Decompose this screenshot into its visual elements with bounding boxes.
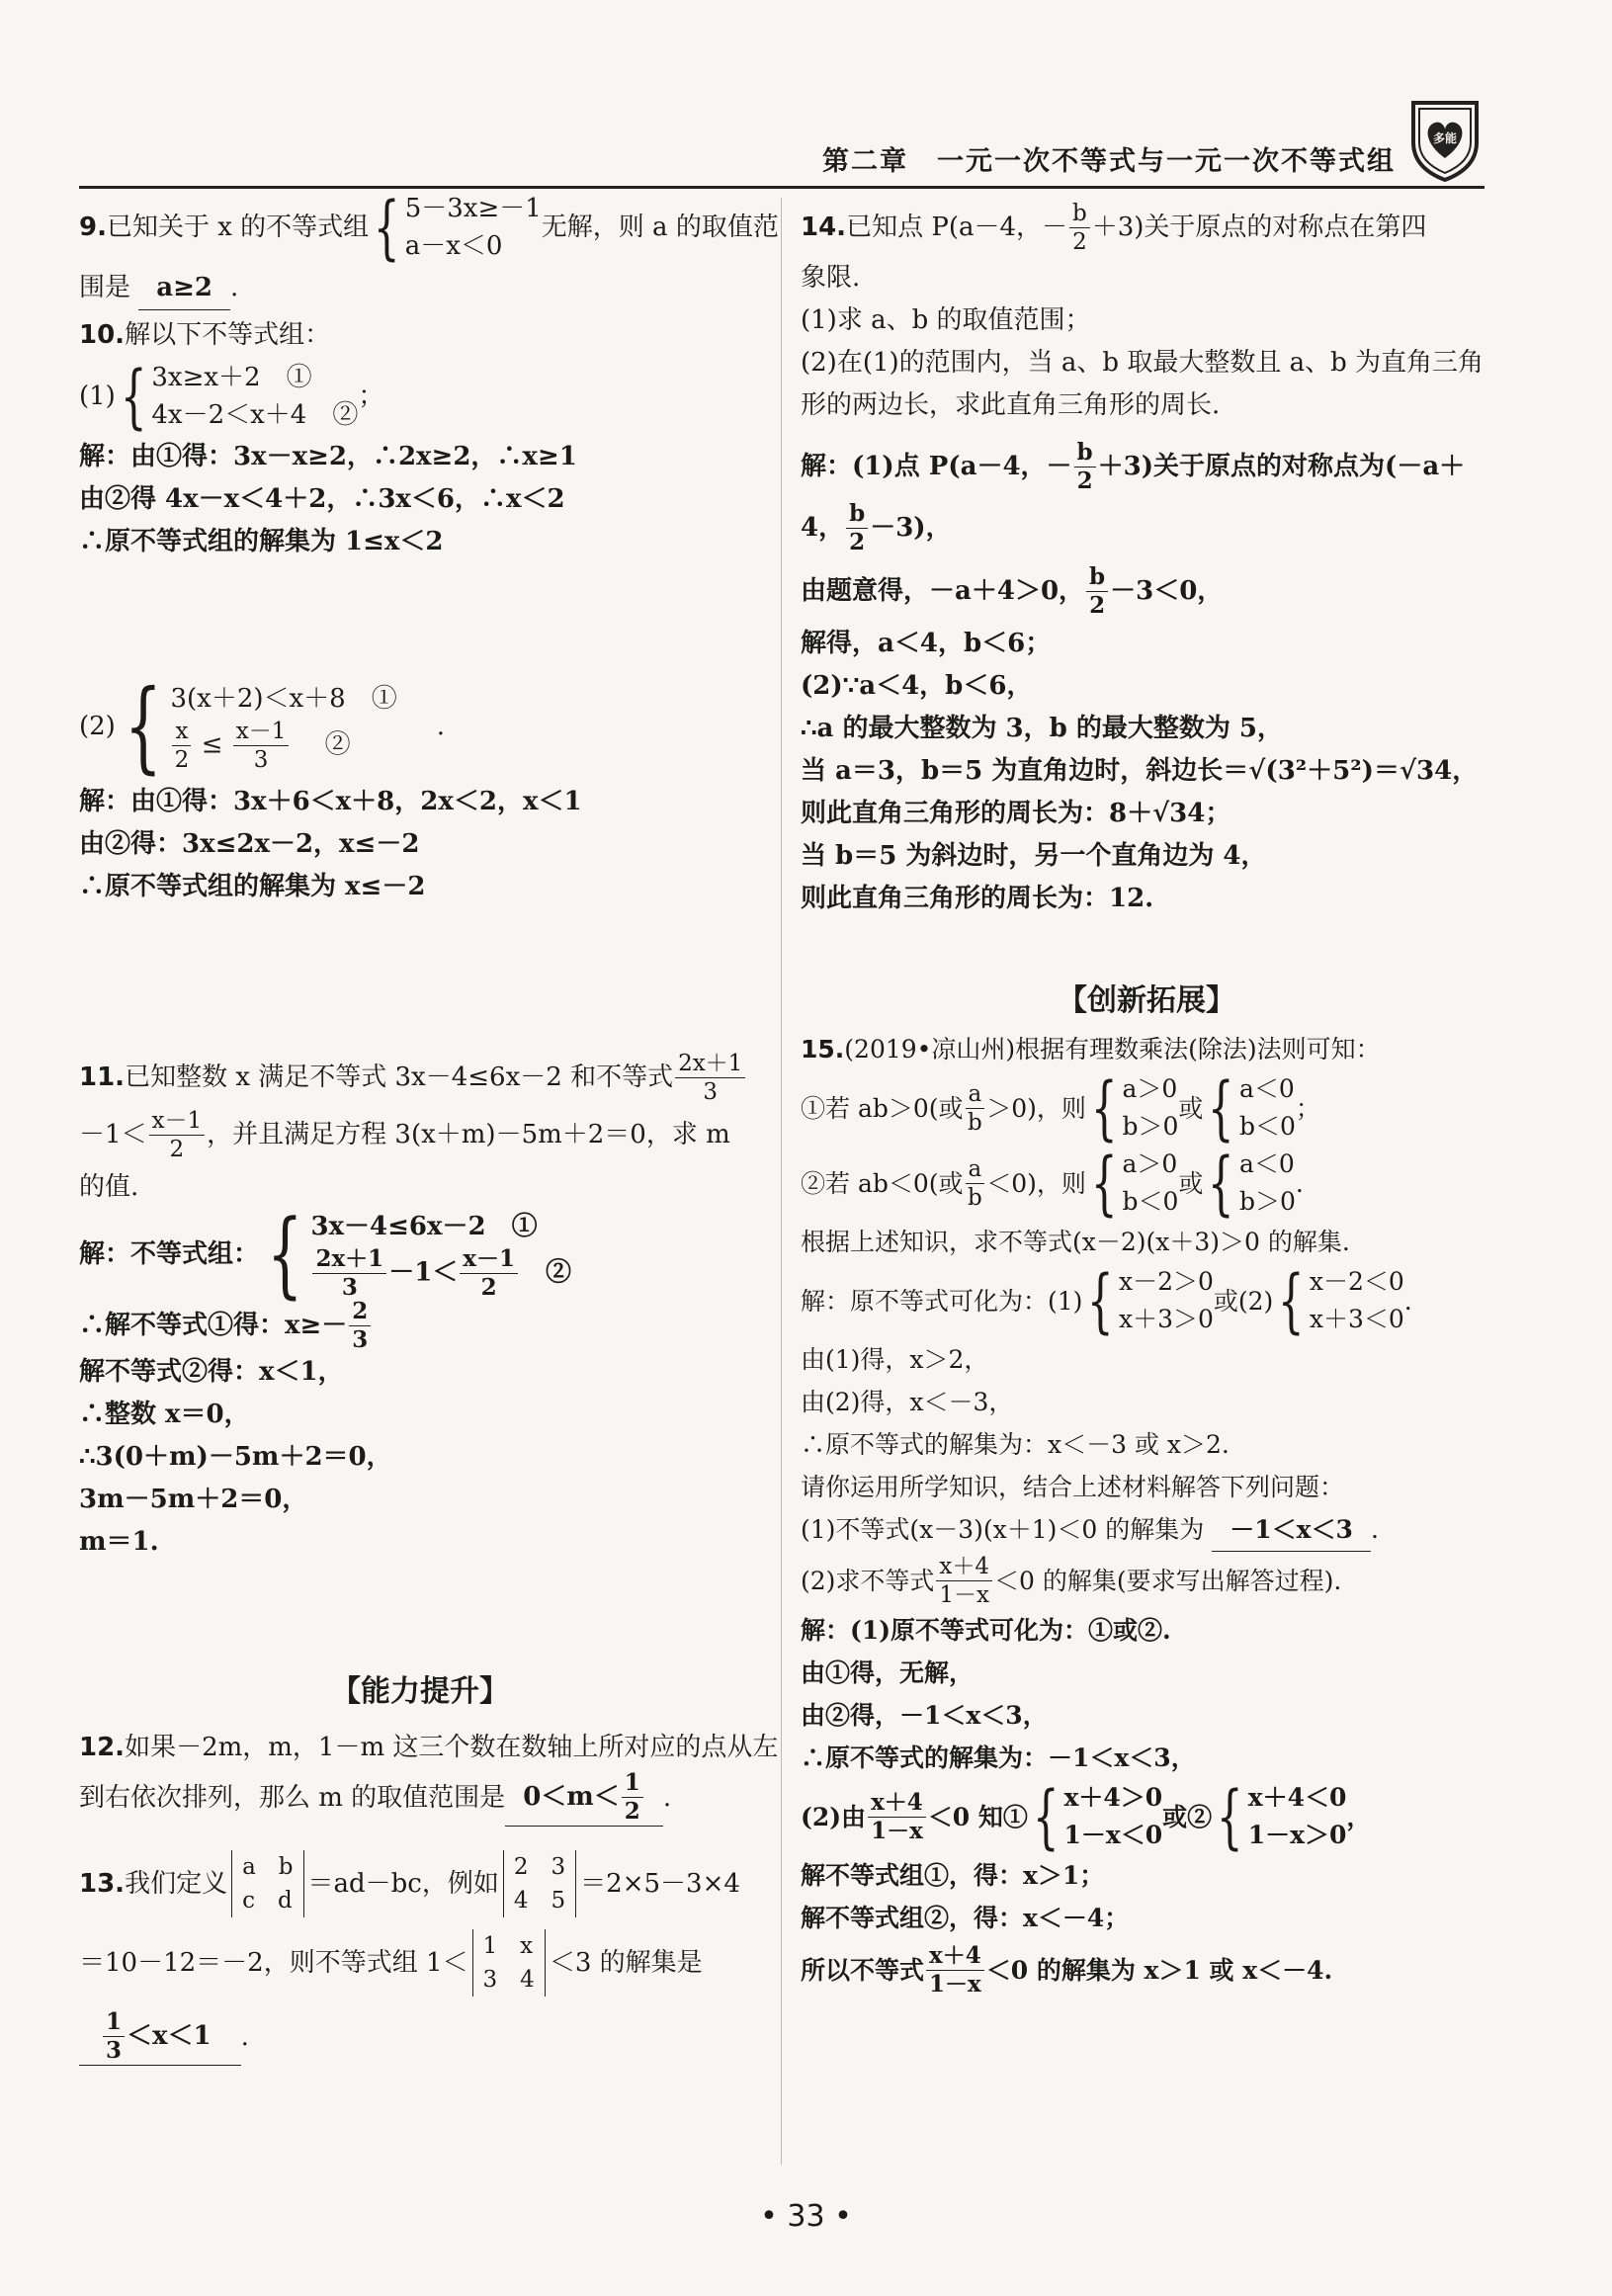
solution-line: 由(2)得，x＜－3，: [801, 1388, 1014, 1416]
fraction: [1074, 439, 1096, 495]
punctuation: ，: [1346, 1802, 1372, 1831]
answer-text: ＜x＜1: [127, 2021, 212, 2051]
solution-line: 由(1)得，x＞2，: [801, 1345, 989, 1374]
determinant: [231, 1850, 303, 1917]
inequality-system: [259, 1200, 572, 1309]
question-9: [79, 187, 779, 310]
system-row: [310, 1245, 571, 1302]
solution-line: 解：不等式组：: [79, 1238, 260, 1269]
system-row: 4x－2＜x＋4 ②: [151, 400, 359, 430]
answer-blank: a≥2: [138, 267, 230, 310]
denominator: 3: [352, 1325, 369, 1353]
solution-line: 解不等式②得：x＜1，: [79, 1357, 344, 1387]
numerator: x－1: [460, 1245, 518, 1274]
question-text: 象限.: [801, 263, 861, 293]
numerator: b: [1074, 439, 1096, 468]
numerator: x＋4: [936, 1553, 992, 1581]
system-row: [170, 718, 396, 774]
system-row: b＞0: [1238, 1187, 1296, 1216]
fraction: [926, 1942, 984, 1998]
numerator: x－1: [149, 1107, 206, 1136]
solution-line: (2)由: [801, 1802, 867, 1831]
inequality-system: [1212, 1776, 1347, 1857]
determinant-row: c d: [242, 1888, 293, 1913]
question-text: 形的两边长，求此直角三角形的周长.: [801, 390, 1221, 420]
section-title-innovation: 【创新拓展】: [1058, 983, 1235, 1018]
inequality-system: [1086, 1143, 1179, 1224]
circled-mark: ②: [546, 1257, 572, 1287]
question-number: 11.: [79, 1062, 126, 1092]
punctuation: .: [230, 273, 239, 302]
solution-line: 解：(1)点 P(a－4，－: [801, 451, 1072, 481]
answer-blank: [505, 1769, 663, 1827]
solution-line: ＜0 知①: [927, 1802, 1028, 1831]
system-row: 1－x＞0: [1247, 1821, 1347, 1849]
solution-line: ∴原不等式组的解集为 1≤x＜2: [79, 527, 444, 556]
punctuation: ；: [1295, 1093, 1320, 1123]
system-row: a－x＜0: [404, 231, 503, 261]
determinant-row: 3 4: [482, 1967, 535, 1993]
solution-line: －3)，: [870, 512, 952, 543]
left-brace: {: [1087, 1260, 1115, 1341]
question-number: 12.: [79, 1733, 126, 1762]
numerator: 1: [103, 2008, 125, 2037]
solution-line: 由②得 4x－x＜4＋2，∴3x＜6，∴x＜2: [79, 484, 565, 514]
left-column: [79, 187, 779, 2072]
denominator: 3: [253, 746, 269, 773]
numerator: b: [1086, 563, 1108, 592]
solution-line: (2)∵a＜4，b＜6，: [801, 671, 1033, 701]
right-column: [801, 198, 1492, 2000]
denominator: 2: [624, 1798, 640, 1825]
question-number: 14.: [801, 212, 847, 242]
punctuation: .: [436, 711, 445, 741]
punctuation: .: [1370, 1515, 1379, 1544]
question-text: ①若 ab＞0(或: [801, 1093, 964, 1123]
question-text: 或: [1178, 1093, 1204, 1123]
solution-line: 解：由①得：3x－x≥2，∴2x≥2，∴x≥1: [79, 442, 577, 471]
answer-blank: [79, 2008, 241, 2066]
question-text: ＜0)，则: [986, 1168, 1086, 1198]
system-row: 5－3x≥－1: [404, 194, 542, 223]
circled-mark: ②: [324, 729, 351, 759]
numerator: a: [966, 1080, 985, 1109]
fraction: [460, 1245, 518, 1302]
question-text: (2019•凉山州)根据有理数乘法(除法)法则可知：: [844, 1035, 1381, 1063]
question-text: ，并且满足方程 3(x＋m)－5m＋2＝0，求 m: [207, 1119, 730, 1149]
question-text: ②若 ab＜0(或: [801, 1168, 964, 1198]
fraction: [846, 500, 868, 556]
fraction: [868, 1789, 926, 1845]
question-14: [801, 198, 1492, 920]
inequality-system: [1203, 1067, 1296, 1148]
determinant: [472, 1929, 546, 1997]
solution-line: ＜0 的解集为 x＞1 或 x＜－4.: [985, 1955, 1333, 1985]
inequality-system: [1203, 1143, 1296, 1224]
determinant-row: 2 3: [513, 1854, 566, 1880]
system-row: a＞0: [1122, 1074, 1178, 1103]
denominator: 3: [106, 2037, 123, 2064]
logo-text: 多能: [1432, 131, 1458, 145]
question-text: 围是: [79, 273, 131, 302]
publisher-logo-icon: [1405, 97, 1485, 182]
system-row: a＜0: [1238, 1074, 1295, 1103]
question-text: (2)在(1)的范围内，当 a、b 取最大整数且 a、b 为直角三角: [801, 348, 1485, 378]
question-number: 10.: [79, 320, 126, 350]
numerator: x＋4: [868, 1789, 926, 1818]
solution-line: ∴整数 x＝0，: [79, 1400, 250, 1429]
denominator: 2: [480, 1273, 497, 1301]
solution-line: 或②: [1162, 1802, 1213, 1831]
left-brace: {: [267, 1200, 303, 1309]
question-15: [801, 1028, 1492, 2000]
section-title-ability: 【能力提升】: [331, 1674, 509, 1709]
denominator: 1－x: [871, 1817, 923, 1844]
punctuation: .: [1295, 1168, 1304, 1198]
fraction: [966, 1080, 985, 1137]
system-row: a＞0: [1122, 1149, 1178, 1178]
solution-line: 解不等式组②，得：x＜－4；: [801, 1904, 1130, 1932]
numerator: a: [966, 1155, 985, 1184]
column-divider: [781, 198, 782, 2165]
system-row: b＜0: [1238, 1112, 1296, 1141]
solution-line: ∴3(0＋m)－5m＋2＝0，: [79, 1442, 392, 1472]
question-text: 或: [1178, 1168, 1204, 1198]
question-text: ＜3 的解集是: [549, 1947, 703, 1978]
numerator: b: [1069, 200, 1090, 228]
punctuation: ；: [358, 381, 384, 411]
solution-line: 解：原不等式可化为：(1): [801, 1286, 1083, 1316]
question-11: [79, 1052, 761, 1564]
determinant-row: 4 5: [513, 1888, 566, 1913]
numerator: x: [172, 718, 191, 746]
denominator: 2: [1072, 228, 1087, 255]
denominator: 1－x: [929, 1970, 981, 1998]
inequality-system: [116, 356, 359, 437]
system-row: b＜0: [1122, 1187, 1179, 1216]
solution-line: 解不等式组①，得：x＞1；: [801, 1861, 1105, 1890]
left-brace: {: [374, 187, 400, 268]
question-text: (2)求不等式: [801, 1566, 935, 1595]
part-label: (2): [79, 711, 116, 741]
question-text: 我们定义: [125, 1868, 228, 1899]
system-row: x＋3＜0: [1309, 1305, 1404, 1333]
fraction: [149, 1107, 206, 1163]
determinant: [503, 1850, 576, 1917]
system-row: 1－x＜0: [1063, 1821, 1163, 1849]
question-10: [79, 314, 761, 908]
fraction: [1086, 563, 1108, 620]
punctuation: .: [240, 2021, 249, 2052]
solution-line: 当 b＝5 为斜边时，另一个直角边为 4，: [801, 841, 1267, 871]
inequality-system: [1028, 1776, 1163, 1857]
question-text: 已知整数 x 满足不等式 3x－4≤6x－2 和不等式: [125, 1062, 674, 1092]
solution: [79, 436, 761, 563]
fraction: [966, 1155, 985, 1212]
solution: [801, 437, 1492, 920]
question-text: －1＜: [79, 1119, 147, 1149]
numerator: 1: [622, 1769, 643, 1798]
fraction: [172, 718, 191, 774]
solution-line: 由②得，－1＜x＜3，: [801, 1701, 1048, 1730]
inequality-system: [369, 187, 542, 268]
question-text: 已知关于 x 的不等式组: [106, 212, 370, 242]
question-text: 根据上述知识，求不等式(x－2)(x＋3)＞0 的解集.: [801, 1228, 1350, 1256]
fraction: [312, 1245, 386, 1302]
question-13: [79, 1844, 761, 2072]
fraction: [349, 1298, 371, 1354]
left-brace: {: [1217, 1776, 1243, 1857]
solution-line: 4，: [801, 512, 845, 543]
answer-blank: －1＜x＜3: [1212, 1508, 1371, 1552]
determinant-row: a b: [242, 1854, 294, 1880]
fraction: [936, 1553, 992, 1609]
system-row: 3(x＋2)＜x＋8 ①: [170, 683, 397, 714]
solution-line: 解得，a＜4，b＜6；: [801, 629, 1052, 658]
denominator: 2: [849, 528, 866, 555]
solution: [79, 1200, 761, 1564]
solution-line: 则此直角三角形的周长为：12.: [801, 884, 1154, 913]
solution-line: 或(2): [1213, 1286, 1274, 1316]
solution: [801, 1609, 1492, 2000]
question-text: ＞0)，则: [986, 1093, 1086, 1123]
solution-line: m＝1.: [79, 1527, 159, 1557]
solution-line: －3＜0，: [1110, 575, 1224, 606]
denominator: 2: [1076, 467, 1093, 494]
question-text: 如果－2m，m，1－m 这三个数在数轴上所对应的点从左: [125, 1733, 779, 1762]
denominator: 2: [1089, 591, 1106, 619]
denominator: 3: [703, 1078, 719, 1105]
left-brace: {: [1090, 1067, 1118, 1148]
left-brace: {: [1208, 1067, 1235, 1148]
denominator: 3: [341, 1273, 358, 1301]
punctuation: .: [662, 1782, 672, 1813]
left-brace: {: [1032, 1776, 1060, 1857]
fraction: [1069, 200, 1090, 256]
system-row: x＋3＞0: [1118, 1305, 1214, 1333]
solution-line: ∴a 的最大整数为 3，b 的最大整数为 5，: [801, 714, 1283, 743]
answer-text: 0＜m＜: [523, 1782, 620, 1812]
fraction: [622, 1769, 643, 1826]
numerator: x＋4: [926, 1942, 984, 1971]
solution: [79, 781, 761, 908]
left-brace: {: [1208, 1143, 1235, 1224]
denominator: 2: [174, 746, 190, 773]
question-text: 请你运用所学知识，结合上述材料解答下列问题：: [801, 1473, 1345, 1501]
question-text: ＝ad－bc，例如: [307, 1868, 499, 1899]
solution-line: ∴原不等式的解集为：x＜－3 或 x＞2.: [801, 1430, 1230, 1459]
inequality-system: [1086, 1067, 1179, 1148]
numerator: b: [846, 500, 868, 529]
solution-line: 解：(1)原不等式可化为：①或②.: [801, 1616, 1171, 1645]
inequality-system: [116, 668, 397, 784]
numerator: 2x＋1: [312, 1245, 386, 1274]
chapter-title: 第二章 一元一次不等式与一元一次不等式组: [822, 146, 1396, 177]
inequality-system: [1082, 1260, 1214, 1341]
punctuation: .: [1403, 1286, 1412, 1316]
solution-line: ∴原不等式组的解集为 x≤－2: [79, 872, 426, 901]
solution-line: ∴原不等式的解集为：－1＜x＜3，: [801, 1743, 1196, 1772]
question-number: 9.: [79, 212, 107, 242]
solution-line: 由②得：3x≤2x－2，x≤－2: [79, 829, 420, 859]
question-number: 13.: [79, 1868, 126, 1899]
expression: －1＜: [388, 1257, 459, 1287]
inequality-system: [1273, 1260, 1404, 1341]
question-12: [79, 1727, 779, 1827]
left-brace: {: [1278, 1260, 1305, 1341]
question-text: 解以下不等式组：: [125, 320, 331, 350]
system-row: x－2＞0: [1118, 1267, 1214, 1296]
system-row: x－2＜0: [1309, 1267, 1404, 1296]
question-text: (1)求 a、b 的取值范围；: [801, 305, 1091, 335]
question-text: ＜0 的解集(要求写出解答过程).: [994, 1566, 1342, 1595]
question-text: (1)不等式(x－3)(x＋1)＜0 的解集为: [801, 1515, 1205, 1544]
solution-line: ＋3)关于原点的对称点为(－a＋: [1097, 451, 1466, 481]
solution-line: 所以不等式: [801, 1955, 925, 1985]
page-number: • 33 •: [760, 2199, 852, 2234]
system-row: b＞0: [1122, 1112, 1179, 1141]
system-row: 3x≥x＋2 ①: [151, 363, 312, 392]
solution-line: 当 a＝3，b＝5 为直角边时，斜边长＝√(3²＋5²)＝√34，: [801, 756, 1479, 786]
page-header: [79, 99, 1485, 189]
solution-line: 3m－5m＋2＝0，: [79, 1485, 308, 1514]
left-brace: {: [1090, 1143, 1118, 1224]
system-row: 3x－4≤6x－2 ①: [310, 1211, 538, 1241]
numerator: 2x＋1: [675, 1050, 745, 1078]
solution-line: 解：由①得：3x＋6＜x＋8，2x＜2，x＜1: [79, 787, 582, 816]
numerator: x－1: [233, 718, 290, 746]
solution-line: 由题意得，－a＋4＞0，: [801, 575, 1085, 606]
fraction: [233, 718, 290, 774]
question-text: 已知点 P(a－4，－: [846, 212, 1068, 242]
system-row: x＋4＞0: [1063, 1783, 1163, 1812]
question-text: ＋3)关于原点的对称点在第四: [1091, 212, 1427, 242]
denominator: b: [968, 1184, 982, 1211]
denominator: 1－x: [939, 1581, 990, 1608]
question-text: 到右依次排列，那么 m 的取值范围是: [79, 1782, 506, 1813]
question-number: 15.: [801, 1035, 845, 1063]
part-label: (1): [79, 381, 116, 411]
determinant-row: 1 x: [482, 1933, 534, 1959]
question-text: 无解，则 a 的取值范: [541, 212, 779, 242]
solution-line: 由①得，无解，: [801, 1658, 975, 1687]
denominator: b: [968, 1109, 982, 1136]
denominator: 2: [169, 1136, 185, 1162]
left-brace: {: [124, 668, 162, 784]
system-row: x＋4＜0: [1247, 1783, 1347, 1812]
solution-line: ∴解不等式①得：x≥－: [79, 1310, 348, 1340]
fraction: [103, 2008, 125, 2065]
numerator: 2: [349, 1298, 371, 1326]
solution-line: 则此直角三角形的周长为：8＋√34；: [801, 799, 1231, 828]
left-brace: {: [120, 356, 147, 437]
question-text: 的值.: [79, 1172, 139, 1202]
system-row: a＜0: [1238, 1149, 1295, 1178]
fraction: [675, 1050, 745, 1106]
operator: ≤: [201, 729, 223, 759]
question-text: ＝2×5－3×4: [580, 1868, 740, 1899]
question-text: ＝10－12＝－2，则不等式组 1＜: [79, 1947, 468, 1978]
